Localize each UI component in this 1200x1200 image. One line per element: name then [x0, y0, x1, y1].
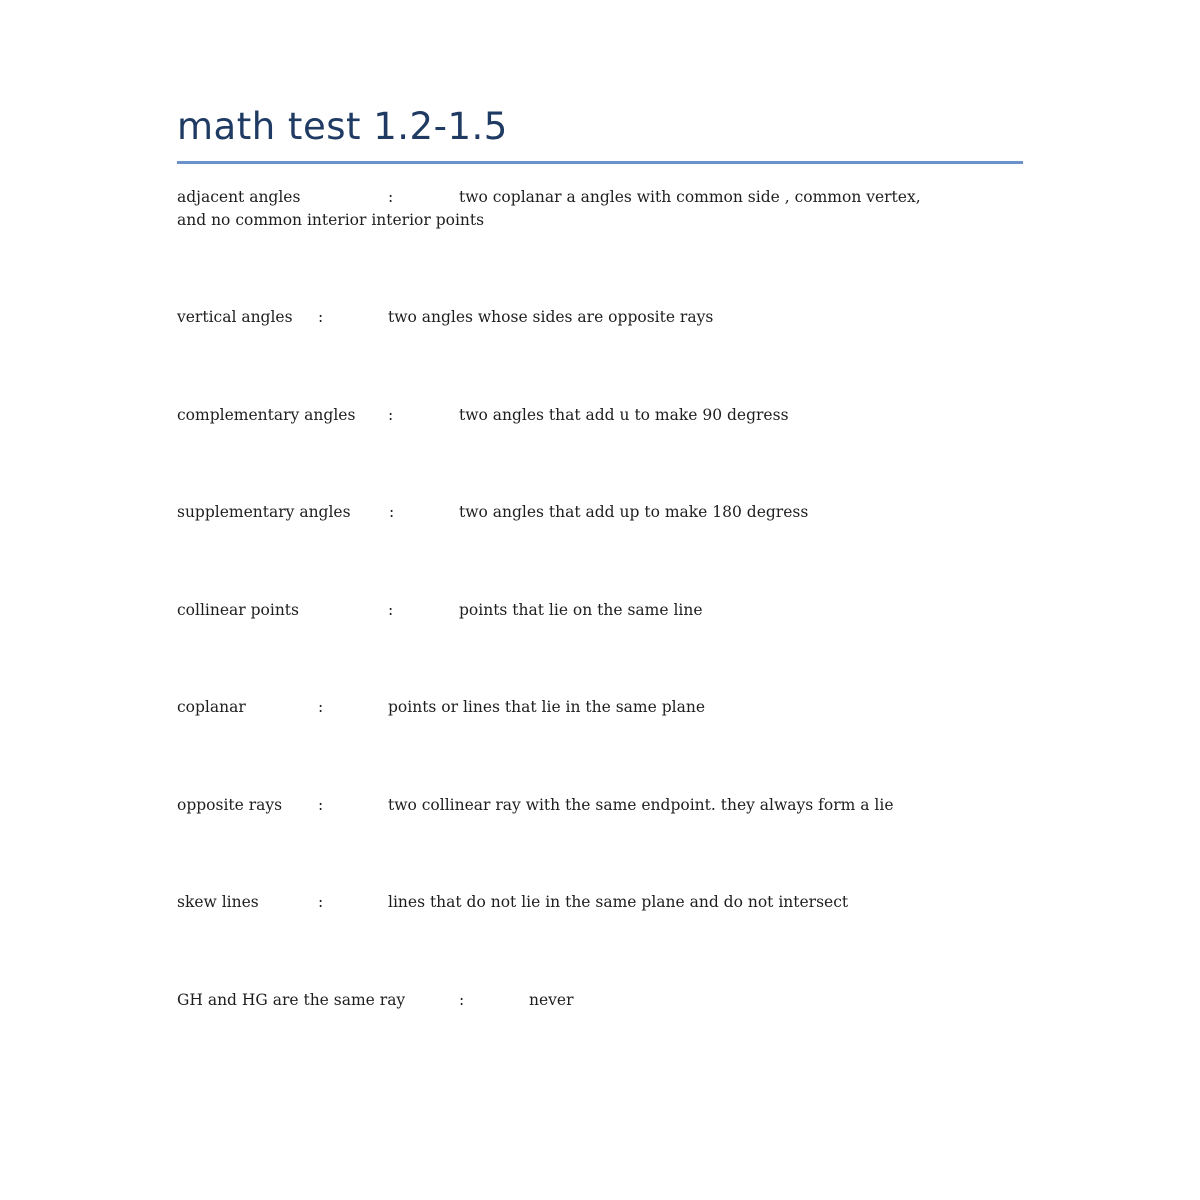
definition: lines that do not lie in the same plane and do not intersect — [388, 893, 849, 911]
definition: two collinear ray with the same endpoint. they always form a lie — [388, 796, 894, 814]
definition-entry-collinear-points — [177, 599, 1017, 622]
definition-entry-vertical-angles — [177, 306, 1017, 329]
separator: : — [389, 503, 395, 521]
separator: : — [318, 796, 324, 814]
term: skew lines — [177, 893, 259, 911]
term: supplementary angles — [177, 503, 351, 521]
title-underline-divider — [177, 161, 1023, 164]
definition: two angles that add up to make 180 degress — [459, 503, 809, 521]
term: vertical angles — [177, 308, 293, 326]
separator: : — [318, 308, 324, 326]
page-title: math test 1.2-1.5 — [177, 105, 508, 148]
term: complementary angles — [177, 406, 356, 424]
separator: : — [388, 406, 394, 424]
definition-entry-skew-lines — [177, 891, 1017, 914]
definition: two coplanar a angles with common side , common vertex, — [459, 188, 921, 206]
definition-entry-supplementary-angles — [177, 501, 1017, 524]
definition: never — [529, 991, 574, 1009]
separator: : — [388, 188, 394, 206]
term: adjacent angles — [177, 188, 301, 206]
definition-entry-coplanar — [177, 696, 1017, 719]
definition: two angles whose sides are opposite rays — [388, 308, 714, 326]
definition: points or lines that lie in the same plane — [388, 698, 705, 716]
definition-entry-same-ray-question — [177, 989, 1017, 1012]
term: opposite rays — [177, 796, 283, 814]
term: collinear points — [177, 601, 299, 619]
definition-entry-adjacent-angles — [177, 186, 1017, 209]
term: coplanar — [177, 698, 246, 716]
definition: two angles that add u to make 90 degress — [459, 406, 789, 424]
term: GH and HG are the same ray — [177, 991, 406, 1009]
definition-continuation: and no common interior interior points — [177, 211, 485, 229]
separator: : — [318, 698, 324, 716]
separator: : — [388, 601, 394, 619]
separator: : — [459, 991, 465, 1009]
definition-entry-complementary-angles — [177, 404, 1017, 427]
definition: points that lie on the same line — [459, 601, 703, 619]
definition-entry-opposite-rays — [177, 794, 1017, 817]
separator: : — [318, 893, 324, 911]
